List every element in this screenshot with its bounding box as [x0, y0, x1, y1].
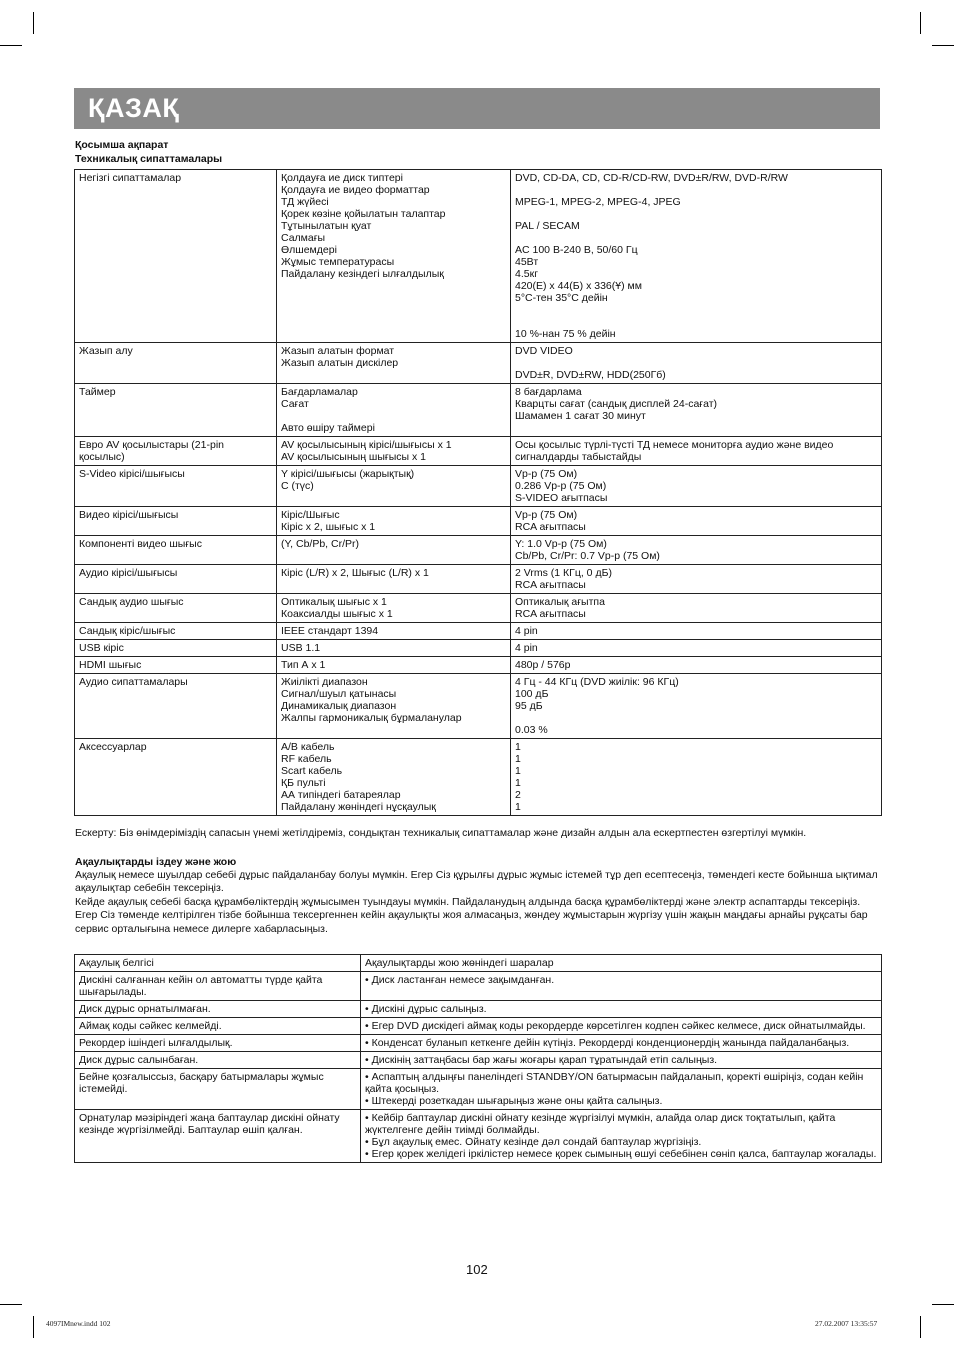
spec-category: Евро AV қосылыстары (21-pin қосылыс) [75, 437, 277, 466]
spec-values: 480p / 576p [511, 657, 882, 674]
spec-values: 4 pin [511, 640, 882, 657]
spec-category: Сандық аудио шығыс [75, 594, 277, 623]
table-row [75, 640, 882, 657]
specs-table [74, 169, 882, 816]
remedy-cell: • Конденсат буланып кеткенге дейін күтіңіз. Рекордерді конденционердің жанында пайдаланбаңыз. [361, 1035, 882, 1052]
spec-values: 4 pin [511, 623, 882, 640]
troubleshooting-intro: Ақаулық немесе шуылдар себебі дұрыс пайдаланбау болуы мүмкін. Егер Сіз құрылғы дұрыс жұмыс істемей тұр деп есептесеңіз, төмендегі кесте бойынша ықтимал ақаулықтар себебін тексеріңіз. Кейде ақаулық себебі басқа құрамбөліктердің жұмысымен туындауы мүмкін. Пайдаланудың алдында басқа құрамбөліктерді және электр аспаптарды тексеріңіз. Егер Сіз төменде келтірілген тізбе бойынша тексергеннен кейін ақаулықты жоя алмасаңыз, жөндеу жұмыстарын жүргізу үшін жақын маңдағы арнайы рұқсаты бар сервис орталығына немесе дилерге хабарласыңыз. [75, 869, 878, 935]
table-row [75, 1018, 882, 1035]
spec-category: Видео кірісі/шығысы [75, 507, 277, 536]
note-paragraph: Ескерту: Біз өнімдеріміздің сапасын үнемі жетілдіреміз, сондықтан техникалық сипаттамалар және дизайн алдын ала ескертпестен өзгертілуі мүмкін. [75, 827, 807, 839]
spec-values: 4 Гц - 44 КГц (DVD жиілік: 96 КГц) 100 дБ 95 дБ 0.03 % [511, 674, 882, 739]
spec-params: Кіріс (L/R) х 2, Шығыс (L/R) х 1 [277, 565, 511, 594]
table-row [75, 565, 882, 594]
table-row [75, 972, 882, 1001]
crop-mark [0, 45, 22, 46]
spec-category: HDMI шығыс [75, 657, 277, 674]
spec-params: А/В кабель RF кабель Scart кабель ҚБ пульті АА типіндегі батареялар Пайдалану жөніндегі нұсқаулық [277, 739, 511, 816]
spec-params: Тип А х 1 [277, 657, 511, 674]
specs-heading: Техникалық сипаттамалары [75, 153, 223, 165]
spec-values: Vp-p (75 Ом) 0.286 Vp-p (75 Ом) S-VIDEO ағытпасы [511, 466, 882, 507]
table-row [75, 1069, 882, 1110]
table-row [75, 507, 882, 536]
spec-params: Оптикалық шығыс х 1 Коаксиалды шығыс х 1 [277, 594, 511, 623]
spec-params: Кіріс/Шығыс Кіріс х 2, шығыс х 1 [277, 507, 511, 536]
table-row [75, 343, 882, 384]
spec-params: Қолдауға ие диск типтері Қолдауға ие видео форматтар ТД жүйесі Қорек көзіне қойылатын талаптар Тұтынылатын қуат Салмағы Өлшемдері Жұмыс температурасы Пайдалану кезіндегі ылғалдылық [277, 170, 511, 343]
remedy-cell: • Егер DVD дискідегі аймақ коды рекордерде көрсетілген кодпен сәйкес келмесе, диск ойнатылмайды. [361, 1018, 882, 1035]
header-cell-remedy: Ақаулықтарды жою жөніндегі шаралар [361, 955, 882, 972]
symptom-cell: Орнатулар мәзіріндегі жаңа баптаулар дискіні ойнату кезінде жүргізілмейді. Баптаулар өшіп қалған. [75, 1110, 361, 1163]
spec-category: Сандық кіріс/шығыс [75, 623, 277, 640]
table-row [75, 674, 882, 739]
spec-params: Бағдарламалар Сағат Авто өшіру таймері [277, 384, 511, 437]
spec-category: Компоненті видео шығыс [75, 536, 277, 565]
spec-params: Y кірісі/шығысы (жарықтық) С (түс) [277, 466, 511, 507]
spec-params: (Y, Cb/Pb, Cr/Pr) [277, 536, 511, 565]
spec-values: DVD, CD-DA, CD, CD-R/CD-RW, DVD±R/RW, DVD-R/RW MPEG-1, MPEG-2, MPEG-4, JPEG PAL / SECAM AC 100 В-240 В, 50/60 Гц 45Вт 4.5кг 420(Е) х 44(Б) х 336(Ұ) мм 5°C-тен 35°C дейін 10 %-нан 75 % дейін [511, 170, 882, 343]
spec-category: Аксессуарлар [75, 739, 277, 816]
remedy-cell: • Аспаптың алдыңғы панеліндегі STANDBY/ON батырмасын пайдаланып, қоректі өшіріңіз, содан кейін қайта қосыңыз. • Штекерді розеткадан шығарыңыз және оны қайта салыңыз. [361, 1069, 882, 1110]
spec-params: Жазып алатын формат Жазып алатын дискілер [277, 343, 511, 384]
table-row [75, 623, 882, 640]
table-header-row [75, 955, 882, 972]
table-row [75, 594, 882, 623]
table-row [75, 739, 882, 816]
language-banner [74, 88, 880, 129]
table-row [75, 437, 882, 466]
table-row [75, 384, 882, 437]
symptom-cell: Диск дұрыс салынбаған. [75, 1052, 361, 1069]
remedy-cell: • Дискінің заттаңбасы бар жағы жоғары қарап тұратындай етіп салыңыз. [361, 1052, 882, 1069]
crop-mark [920, 1316, 921, 1338]
spec-values: DVD VIDEO DVD±R, DVD±RW, HDD(250Гб) [511, 343, 882, 384]
crop-mark [932, 45, 954, 46]
spec-category: Негізгі сипаттамалар [75, 170, 277, 343]
spec-values: Оптикалық ағытпа RCA ағытпасы [511, 594, 882, 623]
spec-values: Vp-p (75 Ом) RCA ағытпасы [511, 507, 882, 536]
spec-params: IEEE стандарт 1394 [277, 623, 511, 640]
symptom-cell: Диск дұрыс орнатылмаған. [75, 1001, 361, 1018]
spec-category: Аудио кірісі/шығысы [75, 565, 277, 594]
language-title: ҚАЗАҚ [88, 93, 180, 123]
spec-values: 8 бағдарлама Кварцты сағат (сандық дисплей 24-сағат) Шамамен 1 сағат 30 минут [511, 384, 882, 437]
symptom-cell: Дискіні салғаннан кейін ол автоматты түрде қайта шығарылады. [75, 972, 361, 1001]
spec-params: Жиілікті диапазон Сигнал/шуыл қатынасы Динамикалық диапазон Жалпы гармоникалық бұрмаланулар [277, 674, 511, 739]
table-row [75, 1001, 882, 1018]
file-info: 4097IMnew.indd 102 [46, 1319, 111, 1328]
table-row [75, 536, 882, 565]
troubleshooting-table [74, 954, 882, 1163]
spec-category: Жазып алу [75, 343, 277, 384]
spec-values: 2 Vrms (1 КГц, 0 дБ) RCA ағытпасы [511, 565, 882, 594]
crop-mark [33, 12, 34, 34]
header-cell-symptom: Ақаулық белгісі [75, 955, 361, 972]
table-row [75, 1052, 882, 1069]
spec-params: AV қосылысының кірісі/шығысы х 1 AV қосылысының шығысы х 1 [277, 437, 511, 466]
crop-mark [920, 12, 921, 34]
troubleshooting-heading: Ақаулықтарды іздеу және жою [75, 856, 237, 868]
spec-values: 1 1 1 1 2 1 [511, 739, 882, 816]
remedy-cell: • Кейбір баптаулар дискіні ойнату кезінде жүргізілуі мүмкін, алайда олар диск тоқтатылып, қайта жүктелгенге дейін тиімді болмайды. • Бұл ақаулық емес. Ойнату кезінде дәл сондай баптаулар жүргізіңіз. • Егер қорек желідегі іркілістер немесе қорек сымының өшуі себебінен сөніп қалса, баптаулар жоғалады. [361, 1110, 882, 1163]
spec-category: Таймер [75, 384, 277, 437]
table-row [75, 170, 882, 343]
remedy-cell: • Дискіні дұрыс салыңыз. [361, 1001, 882, 1018]
crop-mark [33, 1316, 34, 1338]
spec-params: USB 1.1 [277, 640, 511, 657]
table-row [75, 1035, 882, 1052]
table-row [75, 657, 882, 674]
page-number: 102 [466, 1262, 488, 1277]
spec-category: S-Video кірісі/шығысы [75, 466, 277, 507]
table-row [75, 466, 882, 507]
print-timestamp: 27.02.2007 13:35:57 [815, 1319, 878, 1328]
spec-values: Осы қосылыс түрлі-түсті ТД немесе мониторға аудио және видео сигналдарды табыстайды [511, 437, 882, 466]
symptom-cell: Рекордер ішіндегі ылғалдылық. [75, 1035, 361, 1052]
table-row [75, 1110, 882, 1163]
crop-mark [932, 1304, 954, 1305]
symptom-cell: Бейне қозғалыссыз, басқару батырмалары жұмыс істемейді. [75, 1069, 361, 1110]
additional-info-heading: Қосымша ақпарат [75, 139, 169, 151]
spec-values: Y: 1.0 Vp-p (75 Ом) Cb/Pb, Cr/Pr: 0.7 Vp-p (75 Ом) [511, 536, 882, 565]
symptom-cell: Аймақ коды сәйкес келмейді. [75, 1018, 361, 1035]
crop-mark [0, 1304, 22, 1305]
remedy-cell: • Диск ластанған немесе зақымданған. [361, 972, 882, 1001]
spec-category: Аудио сипаттамалары [75, 674, 277, 739]
spec-category: USB кіріс [75, 640, 277, 657]
